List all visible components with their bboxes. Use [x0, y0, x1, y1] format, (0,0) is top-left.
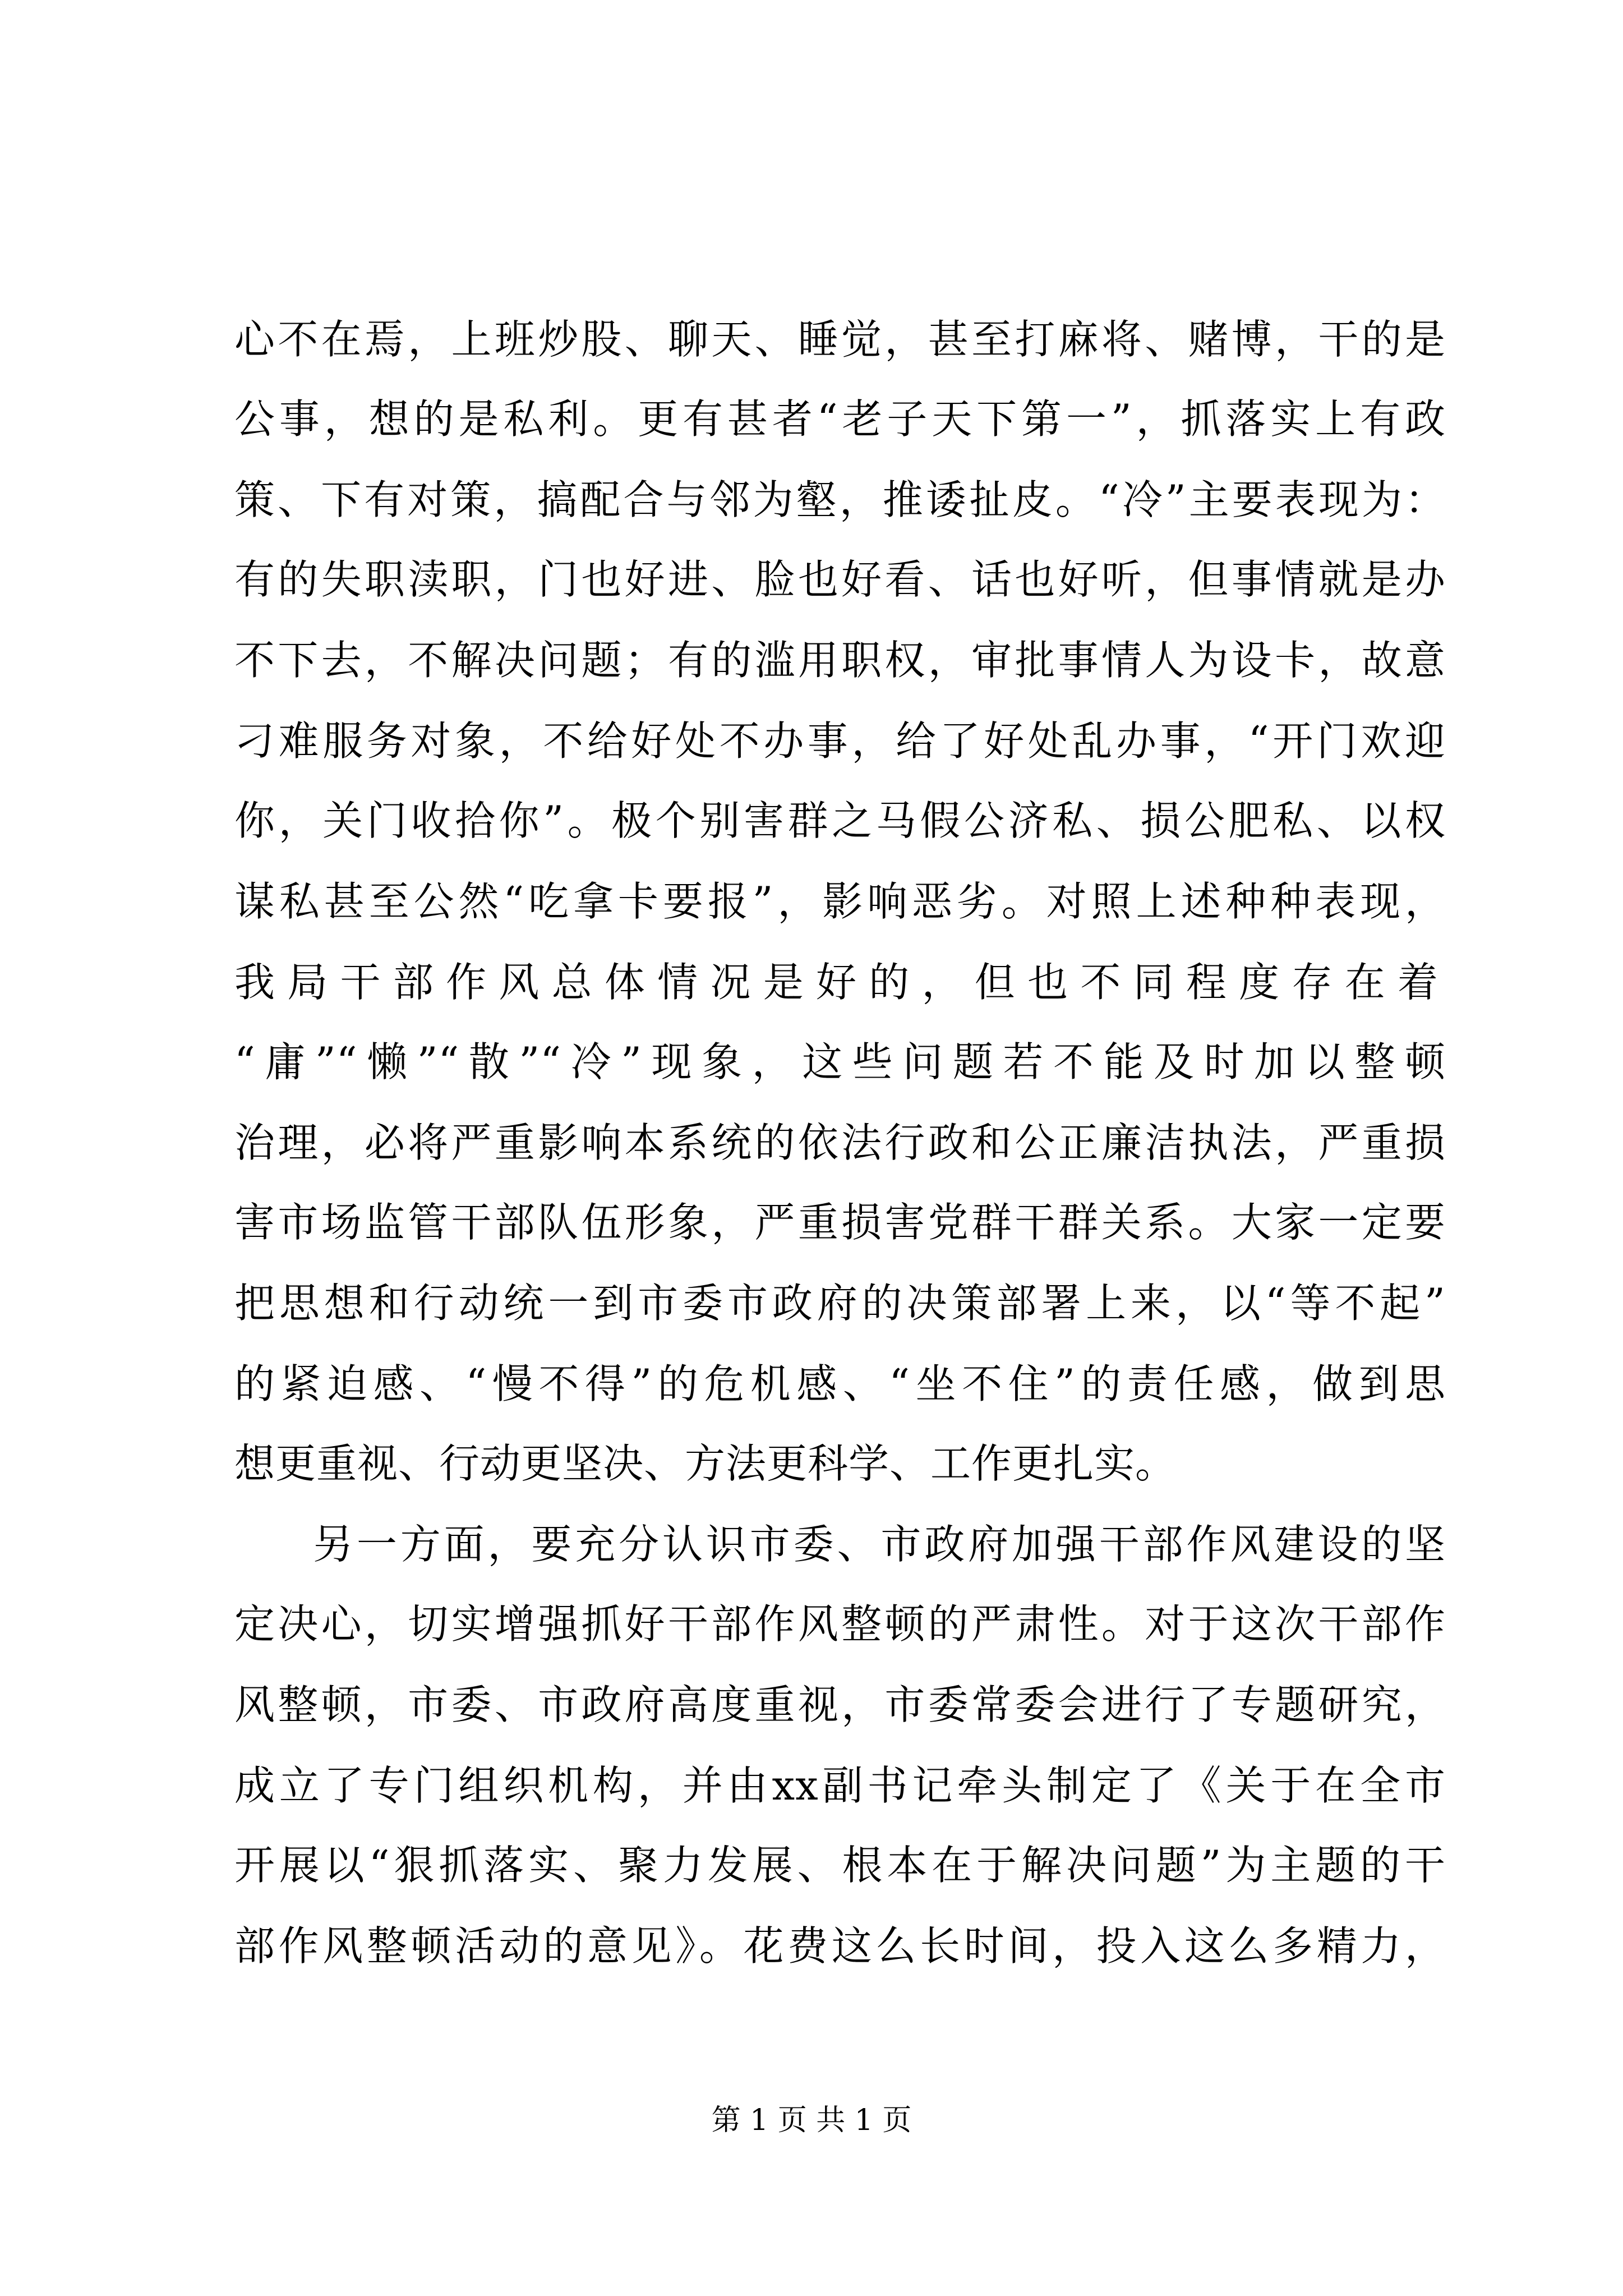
text-line: 策、下有对策，搞配合与邻为壑，推诿扯皮。“冷”主要表现为： — [234, 476, 1446, 523]
text-line: 你，关门收拾你”。极个别害群之马假公济私、损公肥私、以权 — [234, 797, 1446, 844]
text-line: 治理，必将严重影响本系统的依法行政和公正廉洁执法，严重损 — [234, 1119, 1446, 1166]
text-line: 定决心，切实增强抓好干部作风整顿的严肃性。对于这次干部作 — [234, 1600, 1446, 1648]
page-footer — [0, 2101, 1623, 2140]
text-line: 害市场监管干部队伍形象，严重损害党群干群关系。大家一定要 — [234, 1199, 1446, 1246]
text-line: 风整顿，市委、市政府高度重视，市委常委会进行了专题研究， — [234, 1681, 1446, 1728]
text-line: 部作风整顿活动的意见》。花费这么长时间，投入这么多精力， — [234, 1922, 1446, 1970]
text-line: 刁难服务对象，不给好处不办事，给了好处乱办事，“开门欢迎 — [234, 717, 1446, 765]
text-line: 心不在焉，上班炒股、聊天、睡觉，甚至打麻将、赌博，干的是 — [234, 316, 1446, 363]
text-line: 的紧迫感、“慢不得”的危机感、“坐不住”的责任感，做到思 — [234, 1360, 1446, 1407]
text-line: 有的失职渎职，门也好进、脸也好看、话也好听，但事情就是办 — [234, 556, 1446, 603]
text-line: 开展以“狠抓落实、聚力发展、根本在于解决问题”为主题的干 — [234, 1842, 1446, 1889]
text-line: 我局干部作风总体情况是好的，但也不同程度存在着 — [234, 959, 1446, 1006]
text-line: “庸”“懒”“散”“冷”现象，这些问题若不能及时加以整顿 — [234, 1038, 1446, 1085]
text-line: 想更重视、行动更坚决、方法更科学、工作更扎实。 — [234, 1440, 1177, 1487]
text-line: 公事，想的是私利。更有甚者“老子天下第一”，抓落实上有政 — [234, 395, 1446, 443]
text-line: 谋私甚至公然“吃拿卡要报”，影响恶劣。对照上述种种表现， — [234, 878, 1446, 925]
text-line: 成立了专门组织机构，并由xx副书记牵头制定了《关于在全市 — [234, 1762, 1446, 1809]
text-line: 不下去，不解决问题；有的滥用职权，审批事情人为设卡，故意 — [234, 637, 1446, 684]
page-number-label: 第 1 页 共 1 页 — [711, 2104, 912, 2137]
paragraph-first-line: 另一方面，要充分认识市委、市政府加强干部作风建设的坚 — [313, 1521, 1446, 1568]
text-line: 把思想和行动统一到市委市政府的决策部署上来，以“等不起” — [234, 1280, 1446, 1327]
